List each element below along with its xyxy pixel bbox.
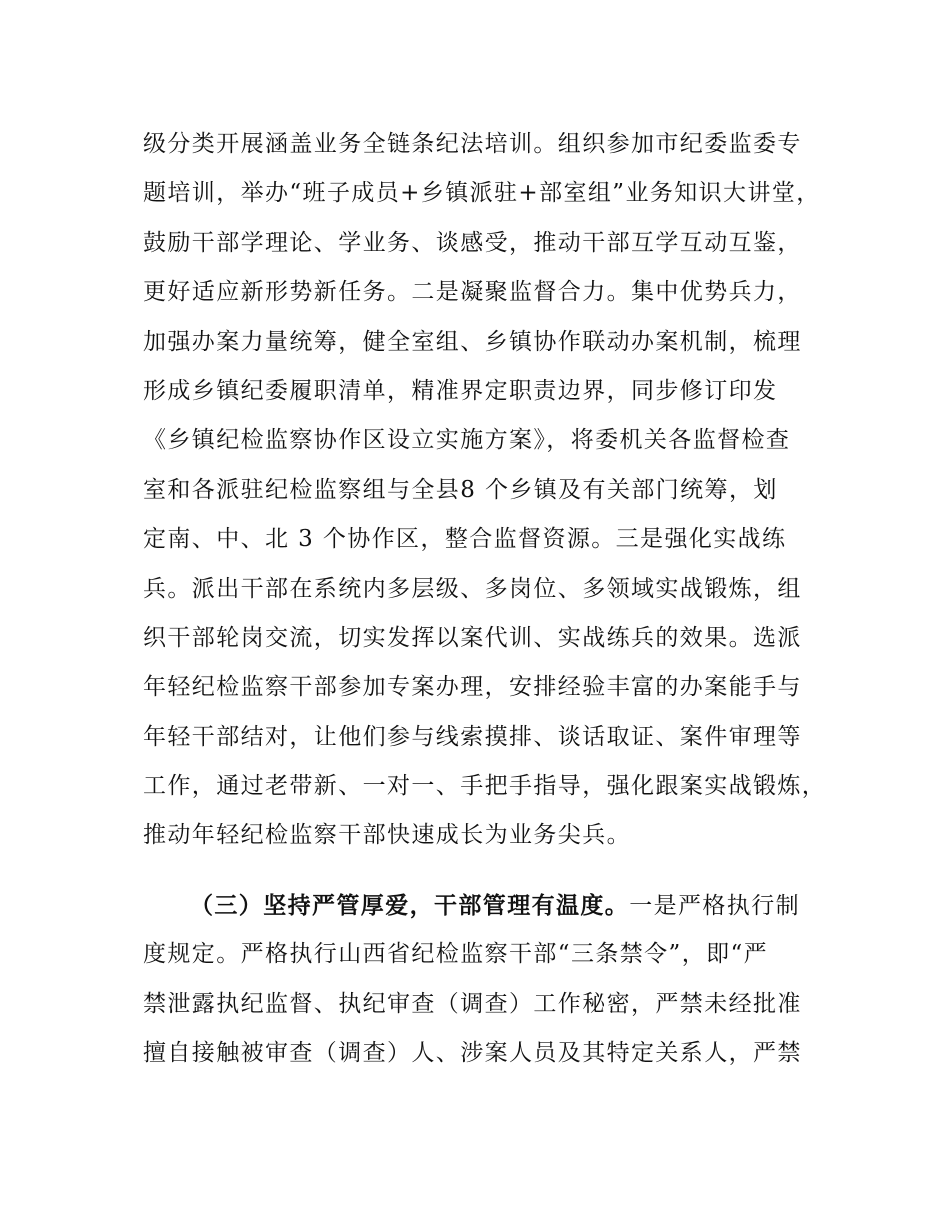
text-line: 年轻干部结对，让他们参与线索摸排、谈话取证、案件审理等 bbox=[143, 723, 802, 750]
text-line: 题培训，举办“班子成员+乡镇派驻+部室组”业务知识大讲堂， bbox=[143, 180, 821, 207]
text-line: 织干部轮岗交流，切实发挥以案代训、实战练兵的效果。选派 bbox=[143, 624, 802, 651]
text-line: 推动年轻纪检监察干部快速成长为业务尖兵。 bbox=[143, 822, 631, 849]
text-line: 加强办案力量统筹，健全室组、乡镇协作联动办案机制，梳理 bbox=[143, 328, 802, 355]
text-line: 形成乡镇纪委履职清单，精准界定职责边界，同步修订印发 bbox=[143, 377, 778, 404]
text-line: 度规定。严格执行山西省纪检监察干部“三条禁令”，即“严 bbox=[143, 941, 769, 968]
text-line: 工作，通过老带新、一对一、手把手指导，强化跟案实战锻炼， bbox=[143, 773, 827, 800]
text-line: 级分类开展涵盖业务全链条纪法培训。组织参加市纪委监委专 bbox=[143, 131, 802, 157]
text-line: 《乡镇纪检监察协作区设立实施方案》，将委机关各监督检查 bbox=[143, 427, 791, 454]
text-line: 兵。派出干部在系统内多层级、多岗位、多领域实战锻炼，组 bbox=[143, 575, 802, 602]
paragraph-training bbox=[143, 120, 843, 861]
text-run: 一是严格执行制 bbox=[629, 893, 801, 919]
text-line: 定南、中、北 3 个协作区，整合监督资源。三是强化实战练 bbox=[143, 526, 787, 553]
text-line bbox=[143, 881, 843, 930]
text-line: 擅自接触被审查（调查）人、涉案人员及其特定关系人，严禁 bbox=[143, 1040, 802, 1067]
text-line: 禁泄露执纪监督、执纪审查（调查）工作秘密，严禁未经批准 bbox=[143, 990, 802, 1017]
text-line: 室和各派驻纪检监察组与全县8 个乡镇及有关部门统筹，划 bbox=[143, 476, 778, 503]
text-line: 年轻纪检监察干部参加专案办理，安排经验丰富的办案能手与 bbox=[143, 674, 802, 701]
text-line: 鼓励干部学理论、学业务、谈感受，推动干部互学互动互鉴， bbox=[143, 229, 802, 256]
section-heading: （三）坚持严管厚爱，干部管理有温度。 bbox=[190, 892, 630, 919]
text-line: 更好适应新形势新任务。二是凝聚监督合力。集中优势兵力， bbox=[143, 279, 802, 306]
paragraph-cadre-management bbox=[143, 881, 843, 1079]
